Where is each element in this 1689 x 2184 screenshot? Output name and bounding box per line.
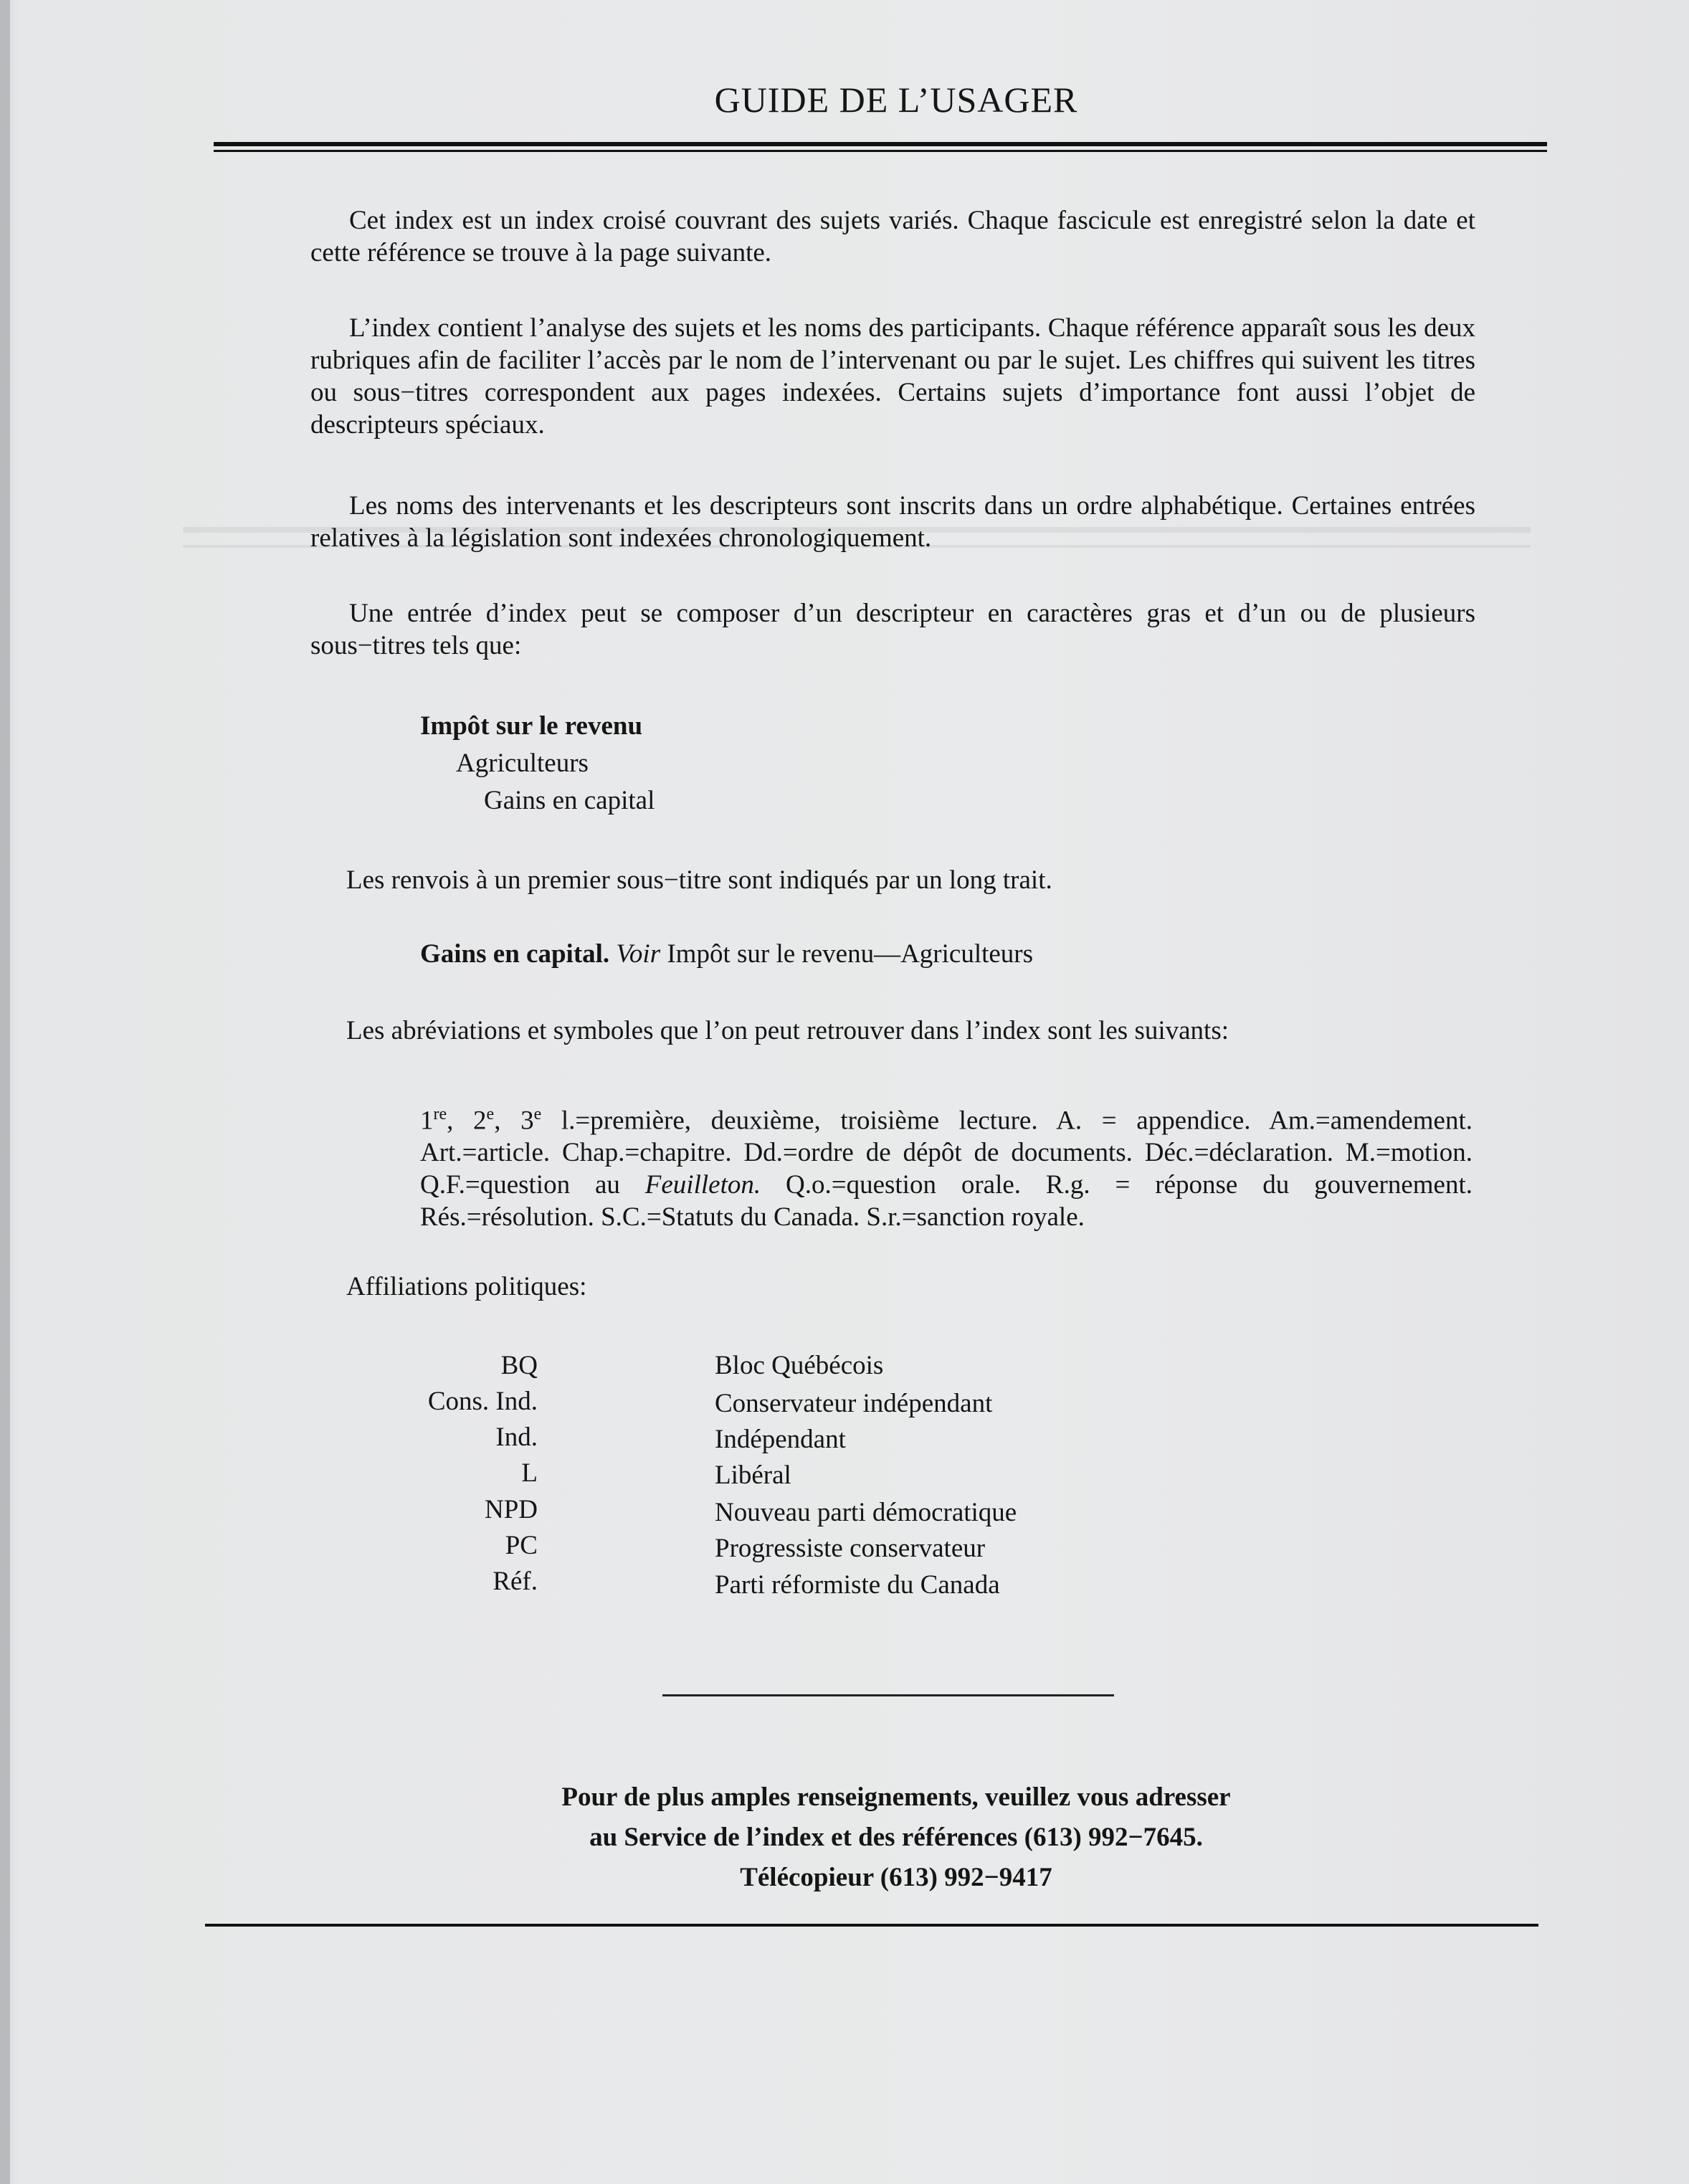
abbreviations-intro: Les abréviations et symboles que l’on peut retrouver dans l’index sont les suivants: <box>346 1016 1229 1045</box>
intro-paragraph-3: Les noms des intervenants et les descripteurs sont inscrits dans un ordre alphabétique. Certaines entrées relatives à la législation sont indexées chronologiquement. <box>310 491 1475 553</box>
bottom-rule <box>205 1924 1538 1927</box>
abbr-text: , 2 <box>447 1106 487 1136</box>
footer-line-3: Télécopieur (613) 992−9417 <box>740 1863 1052 1892</box>
abbr-text: l.=première, deuxième, troisième lecture. A. = appendice. Am.=amendement. Art.=article. Chap.=chapitre. Dd.=ordre de dépôt de documents. Déc.=déclaration. M.=motion. Q.F.=question au <box>420 1106 1472 1200</box>
affiliation-party: Indépendant <box>715 1425 846 1454</box>
section-divider <box>662 1694 1114 1696</box>
footer-line-1: Pour de plus amples renseignements, veuillez vous adresser <box>561 1782 1231 1812</box>
footer-line-2: au Service de l’index et des références (613) 992−7645. <box>589 1823 1203 1852</box>
example-subtitle: Agriculteurs <box>456 749 589 778</box>
renvois-example-voir: Voir <box>616 939 661 969</box>
intro-paragraph-1: Cet index est un index croisé couvrant des sujets variés. Chaque fascicule est enregistré selon la date et cette référence se trouve à la page suivante. <box>310 206 1475 267</box>
abbreviations-list <box>420 1098 1472 1233</box>
example-descriptor: Impôt sur le revenu <box>420 711 643 741</box>
affiliation-party: Bloc Québécois <box>715 1351 884 1380</box>
example-sub-subtitle: Gains en capital <box>484 786 655 815</box>
affiliations-heading: Affiliations politiques: <box>346 1272 587 1301</box>
affiliation-code: Réf. <box>493 1567 538 1596</box>
abbr-text: 1 <box>420 1106 434 1136</box>
affiliation-code: L <box>521 1458 538 1488</box>
affiliation-code: NPD <box>484 1495 538 1524</box>
intro-paragraph-2: L’index contient l’analyse des sujets et les noms des participants. Chaque référence apparaît sous les deux rubriques afin de faciliter l’accès par le nom de l’intervenant ou par le sujet. Les chiffres qui suivent les titres ou sous−titres correspondent aux pages indexées. Certains sujets d’importance font aussi l’objet de descripteurs spéciaux. <box>310 313 1475 440</box>
affiliation-code: BQ <box>500 1351 538 1380</box>
affiliation-code: Cons. Ind. <box>427 1387 538 1416</box>
abbr-feuilleton: Feuilleton. <box>644 1170 761 1200</box>
title-double-rule <box>214 142 1547 152</box>
abbr-text: Q.o.=question orale. R.g. = réponse du gouvernement. Rés.=résolution. S.C.=Statuts du Canada. S.r.=sanction royale. <box>420 1170 1472 1233</box>
renvois-example-descriptor: Gains en capital. <box>420 939 610 969</box>
abbr-superscript: e <box>533 1105 542 1124</box>
affiliation-party: Parti réformiste du Canada <box>715 1570 1000 1600</box>
renvois-example <box>420 938 1033 970</box>
affiliation-party: Libéral <box>715 1461 791 1490</box>
abbr-superscript: e <box>486 1105 495 1124</box>
page-edge-shadow <box>0 0 10 2184</box>
affiliation-code: Ind. <box>495 1423 538 1452</box>
affiliation-code: PC <box>505 1531 538 1560</box>
abbr-text: , 3 <box>494 1106 534 1136</box>
affiliation-party: Nouveau parti démocratique <box>715 1498 1017 1527</box>
affiliation-party: Conservateur indépendant <box>715 1389 993 1418</box>
renvois-example-target: Impôt sur le revenu—Agriculteurs <box>667 939 1034 969</box>
intro-paragraph-4: Une entrée d’index peut se composer d’un descripteur en caractères gras et d’un ou de plusieurs sous−titres tels que: <box>310 599 1475 660</box>
page-title: GUIDE DE L’USAGER <box>714 80 1078 120</box>
affiliation-party: Progressiste conservateur <box>715 1534 986 1563</box>
renvois-text: Les renvois à un premier sous−titre sont indiqués par un long trait. <box>346 865 1052 895</box>
abbr-superscript: re <box>433 1105 447 1124</box>
